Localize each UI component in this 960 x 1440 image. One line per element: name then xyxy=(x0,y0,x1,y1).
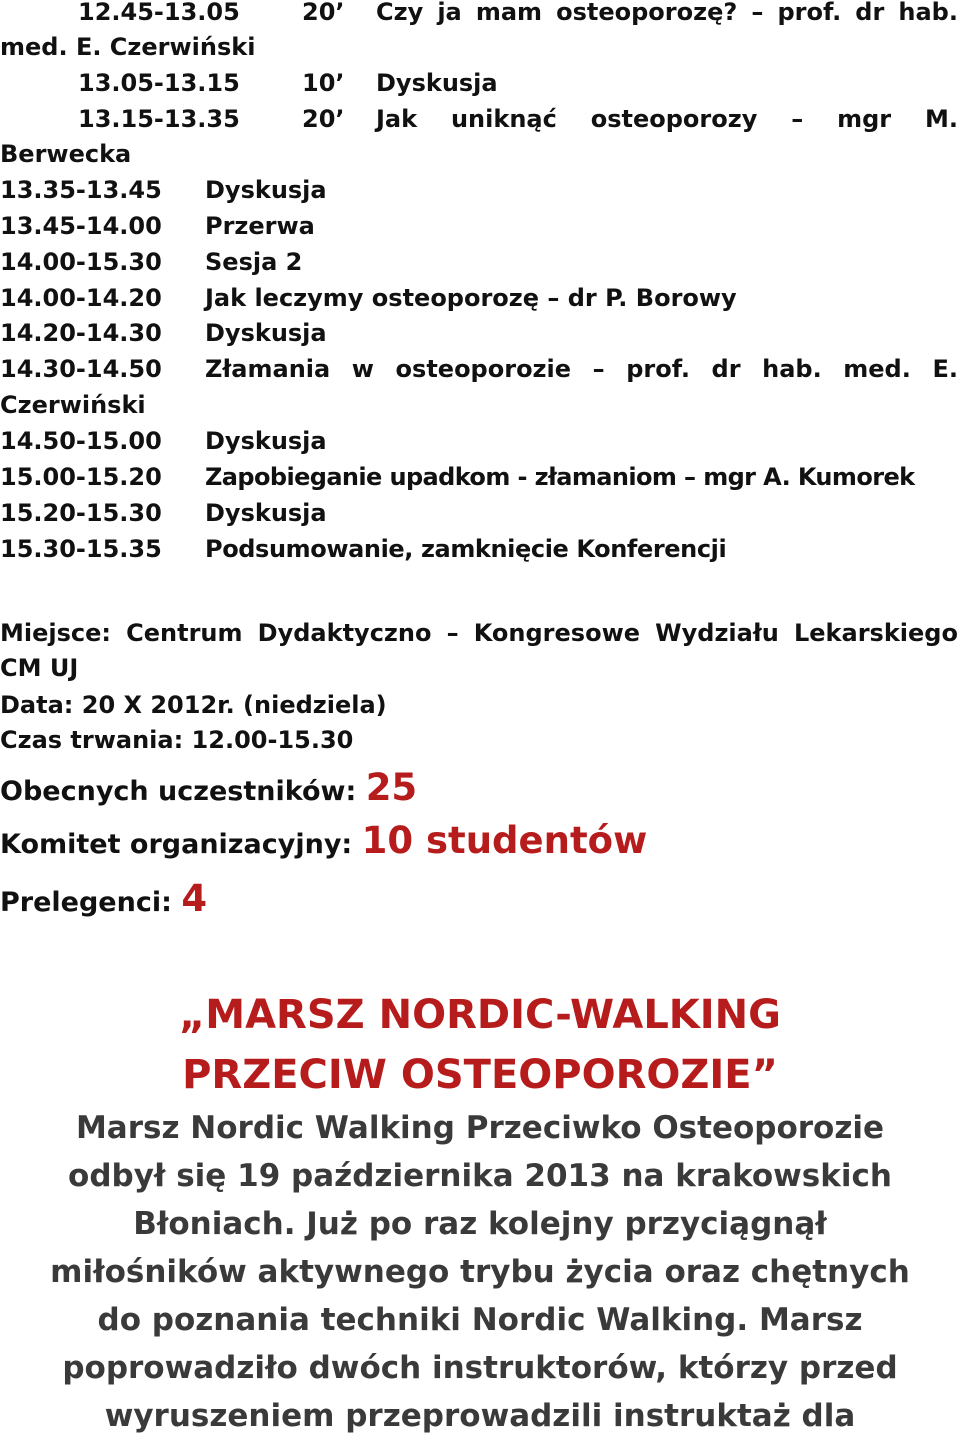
schedule-time: 15.20-15.30 xyxy=(0,499,162,527)
march-paragraph-line: miłośników aktywnego trybu życia oraz chętnych xyxy=(50,1254,910,1290)
schedule-title: Dyskusja xyxy=(376,69,498,97)
schedule-title: Zapobieganie upadkom - złamaniom – mgr A. Kumorek xyxy=(205,463,915,491)
event-duration: Czas trwania: 12.00-15.30 xyxy=(0,726,354,754)
committee-stat xyxy=(0,821,647,865)
march-paragraph-line: odbył się 19 października 2013 na krakowskich xyxy=(68,1158,892,1194)
schedule-duration: 20’ xyxy=(302,105,345,133)
schedule-time: 15.00-15.20 xyxy=(0,463,162,491)
place-continuation: CM UJ xyxy=(0,654,79,682)
speakers-stat xyxy=(0,879,207,923)
schedule-title: Dyskusja xyxy=(205,176,327,204)
speakers-label: Prelegenci: xyxy=(0,887,182,918)
place-line: Miejsce: Centrum Dydaktyczno – Kongresowe Wydziału Lekarskiego xyxy=(0,619,958,647)
march-title-line1: „MARSZ NORDIC-WALKING xyxy=(179,992,781,1038)
schedule-time: 13.15-13.35 xyxy=(78,105,240,133)
schedule-time: 13.35-13.45 xyxy=(0,176,162,204)
schedule-title: Dyskusja xyxy=(205,427,327,455)
march-paragraph-line: do poznania techniki Nordic Walking. Marsz xyxy=(97,1302,863,1338)
schedule-duration: 10’ xyxy=(302,69,345,97)
schedule-duration: 20’ xyxy=(302,0,345,26)
schedule-continuation: med. E. Czerwiński xyxy=(0,33,256,61)
participants-stat xyxy=(0,768,417,812)
schedule-title: Przerwa xyxy=(205,212,315,240)
participants-label: Obecnych uczestników: xyxy=(0,776,366,807)
schedule-title: Sesja 2 xyxy=(205,248,303,276)
speakers-value: 4 xyxy=(181,877,208,920)
schedule-time: 14.20-14.30 xyxy=(0,319,162,347)
committee-label: Komitet organizacyjny: xyxy=(0,829,362,860)
schedule-time: 12.45-13.05 xyxy=(78,0,240,26)
schedule-time: 14.00-14.20 xyxy=(0,284,162,312)
schedule-title: Jak uniknąć osteoporozy – mgr M. xyxy=(376,105,958,133)
schedule-title: Podsumowanie, zamknięcie Konferencji xyxy=(205,535,727,563)
committee-value: 10 studentów xyxy=(361,819,648,862)
march-paragraph-line: poprowadziło dwóch instruktorów, którzy przed xyxy=(62,1350,898,1386)
schedule-title: Złamania w osteoporozie – prof. dr hab. med. E. xyxy=(205,355,958,383)
schedule-continuation: Czerwiński xyxy=(0,391,146,419)
schedule-time: 13.05-13.15 xyxy=(78,69,240,97)
event-date: Data: 20 X 2012r. (niedziela) xyxy=(0,691,387,719)
schedule-time: 14.00-15.30 xyxy=(0,248,162,276)
schedule-title: Czy ja mam osteoporozę? – prof. dr hab. xyxy=(376,0,958,26)
march-title-line2: PRZECIW OSTEOPOROZIE” xyxy=(182,1052,778,1098)
march-paragraph-line: Błoniach. Już po raz kolejny przyciągnął xyxy=(133,1206,827,1242)
march-paragraph-line: wyruszeniem przeprowadzili instruktaż dla xyxy=(104,1398,856,1434)
schedule-time: 15.30-15.35 xyxy=(0,535,162,563)
schedule-time: 14.30-14.50 xyxy=(0,355,162,383)
participants-value: 25 xyxy=(365,766,418,809)
march-paragraph-line: Marsz Nordic Walking Przeciwko Osteoporozie xyxy=(75,1110,885,1146)
schedule-title: Dyskusja xyxy=(205,319,327,347)
schedule-time: 13.45-14.00 xyxy=(0,212,162,240)
schedule-continuation: Berwecka xyxy=(0,140,132,168)
schedule-title: Jak leczymy osteoporozę – dr P. Borowy xyxy=(205,284,737,312)
schedule-title: Dyskusja xyxy=(205,499,327,527)
schedule-time: 14.50-15.00 xyxy=(0,427,162,455)
